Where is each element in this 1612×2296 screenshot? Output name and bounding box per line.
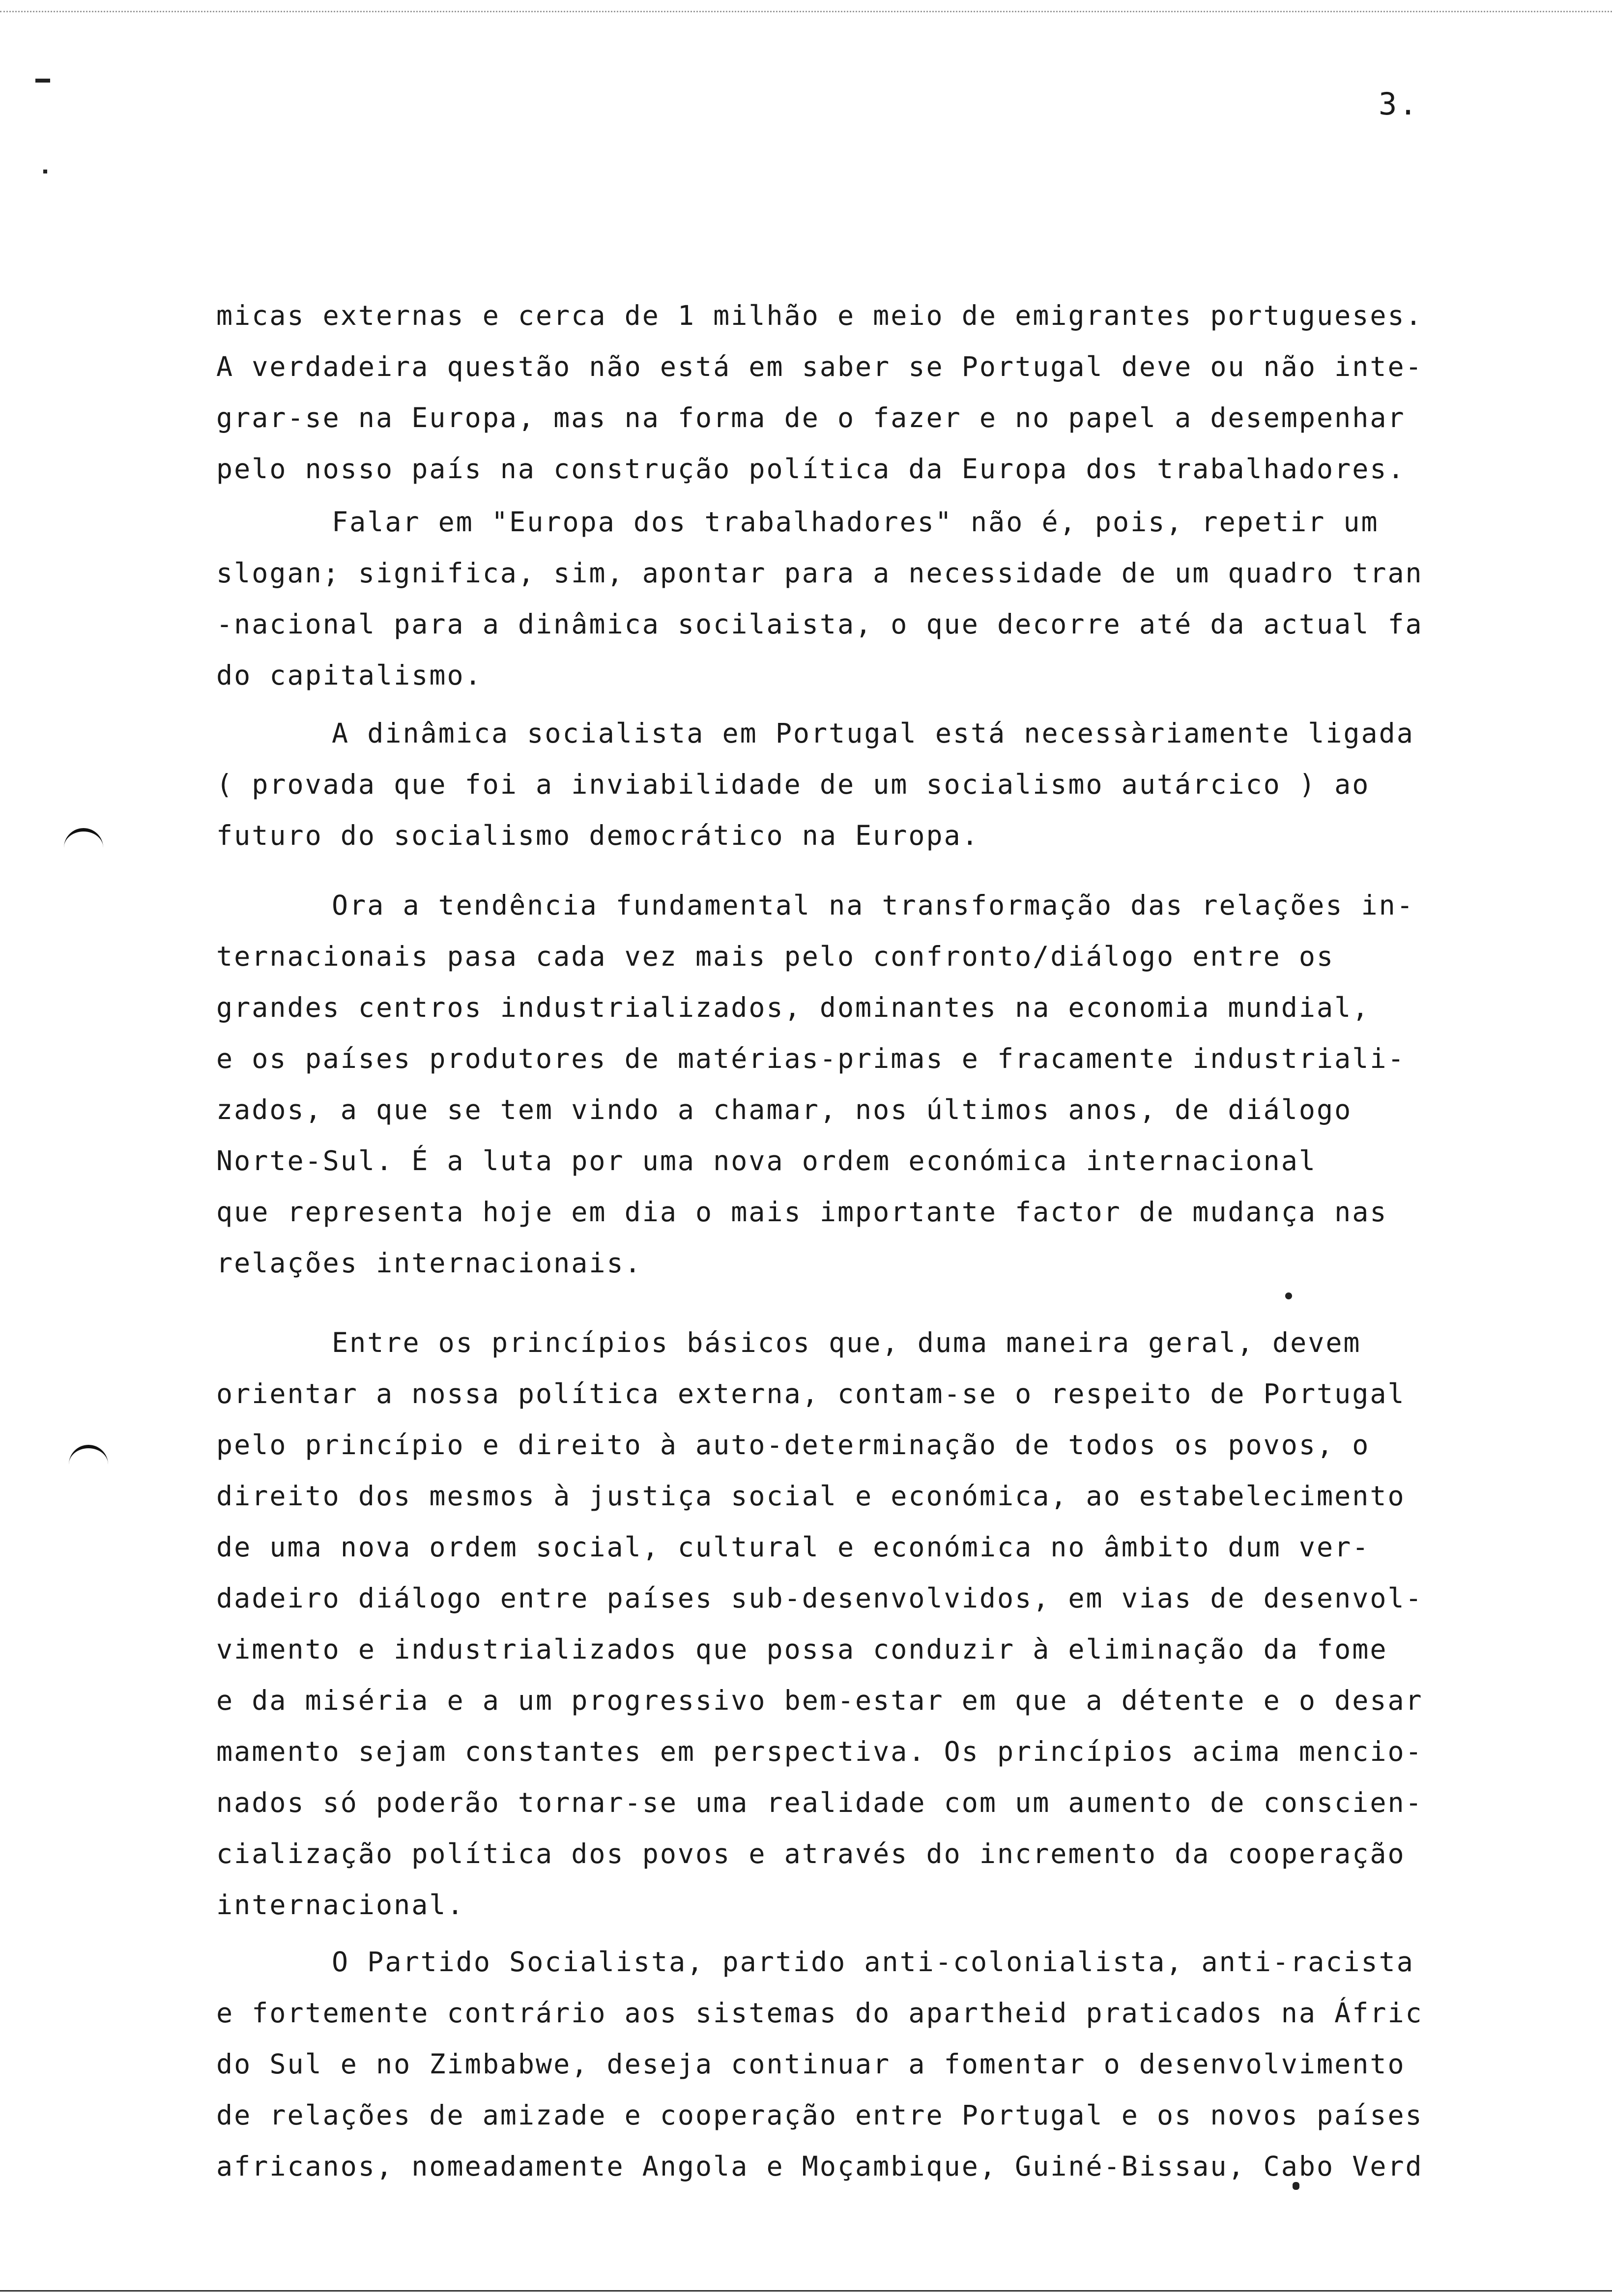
text-line: A verdadeira questão não está em saber se Portugal deve ou não inte- [216, 351, 1423, 382]
text-line: direito dos mesmos à justiça social e económica, ao estabelecimento [216, 1480, 1406, 1512]
text-line: do Sul e no Zimbabwe, deseja continuar a fomentar o desenvolvimento [216, 2048, 1406, 2080]
text-line: mamento sejam constantes em perspectiva. Os princípios acima mencio- [216, 1736, 1423, 1767]
text-line: futuro do socialismo democrático na Europa. [216, 820, 979, 851]
paragraph-6 [216, 1936, 1563, 2192]
text-line: de uma nova ordem social, cultural e económica no âmbito dum ver- [216, 1531, 1370, 1563]
text-line: Norte-Sul. É a luta por uma nova ordem económica internacional [216, 1145, 1317, 1177]
text-line: Falar em "Europa dos trabalhadores" não é, pois, repetir um [332, 506, 1379, 538]
text-line: zados, a que se tem vindo a chamar, nos últimos anos, de diálogo [216, 1094, 1353, 1125]
paragraph-2 [216, 496, 1563, 701]
text-line: pelo princípio e direito à auto-determinação de todos os povos, o [216, 1429, 1370, 1461]
punch-mark [35, 79, 50, 83]
text-line: -nacional para a dinâmica socilaista, o que decorre até da actual fa [216, 608, 1423, 640]
paragraph-3 [216, 708, 1563, 861]
binder-hole-mark [69, 1445, 108, 1468]
text-line: ternacionais pasa cada vez mais pelo confronto/diálogo entre os [216, 941, 1335, 972]
paragraph-5 [216, 1317, 1563, 1930]
text-line: e fortemente contrário aos sistemas do apartheid praticados na Áfric [216, 1997, 1423, 2029]
text-line: A dinâmica socialista em Portugal está necessàriamente ligada [332, 718, 1414, 749]
text-line: do capitalismo. [216, 660, 483, 691]
text-line: grar-se na Europa, mas na forma de o fazer e no papel a desempenhar [216, 402, 1406, 433]
text-line: nados só poderão tornar-se uma realidade com um aumento de conscien- [216, 1787, 1423, 1818]
text-line: que representa hoje em dia o mais importante factor de mudança nas [216, 1196, 1388, 1228]
paragraph-4 [216, 880, 1563, 1289]
text-line: micas externas e cerca de 1 milhão e meio de emigrantes portugueses. [216, 300, 1423, 331]
ink-speck [1285, 1292, 1292, 1299]
text-line: ( provada que foi a inviabilidade de um socialismo autárcico ) ao [216, 769, 1370, 800]
text-line: slogan; significa, sim, apontar para a necessidade de um quadro tran [216, 557, 1423, 589]
text-line: cialização política dos povos e através do incremento da cooperação [216, 1838, 1406, 1869]
text-line: grandes centros industrializados, dominantes na economia mundial, [216, 992, 1370, 1023]
text-line: africanos, nomeadamente Angola e Moçambique, Guiné-Bissau, Cabo Verd [216, 2151, 1423, 2182]
scan-bottom-edge [0, 2290, 1612, 2292]
text-line: dadeiro diálogo entre países sub-desenvolvidos, em vias de desenvol- [216, 1582, 1423, 1614]
text-line: internacional. [216, 1889, 465, 1921]
text-line: relações internacionais. [216, 1247, 642, 1279]
text-line: vimento e industrializados que possa conduzir à eliminação da fome [216, 1634, 1388, 1665]
scan-top-edge [0, 11, 1612, 12]
text-line: orientar a nossa política externa, contam-se o respeito de Portugal [216, 1378, 1406, 1409]
page-number: 3. [1379, 86, 1419, 122]
text-line: Ora a tendência fundamental na transformação das relações in- [332, 890, 1414, 921]
text-line: pelo nosso país na construção política da Europa dos trabalhadores. [216, 453, 1406, 485]
text-line: O Partido Socialista, partido anti-colonialista, anti-racista [332, 1946, 1414, 1978]
text-line: e os países produtores de matérias-primas e fracamente industriali- [216, 1043, 1406, 1074]
text-line: e da miséria e a um progressivo bem-estar em que a détente e o desar [216, 1685, 1423, 1716]
binder-hole-mark [64, 828, 103, 851]
text-line: Entre os princípios básicos que, duma maneira geral, devem [332, 1327, 1361, 1358]
punch-dot [43, 170, 47, 173]
text-line: de relações de amizade e cooperação entre Portugal e os novos países [216, 2099, 1423, 2131]
paragraph-1 [216, 290, 1563, 494]
